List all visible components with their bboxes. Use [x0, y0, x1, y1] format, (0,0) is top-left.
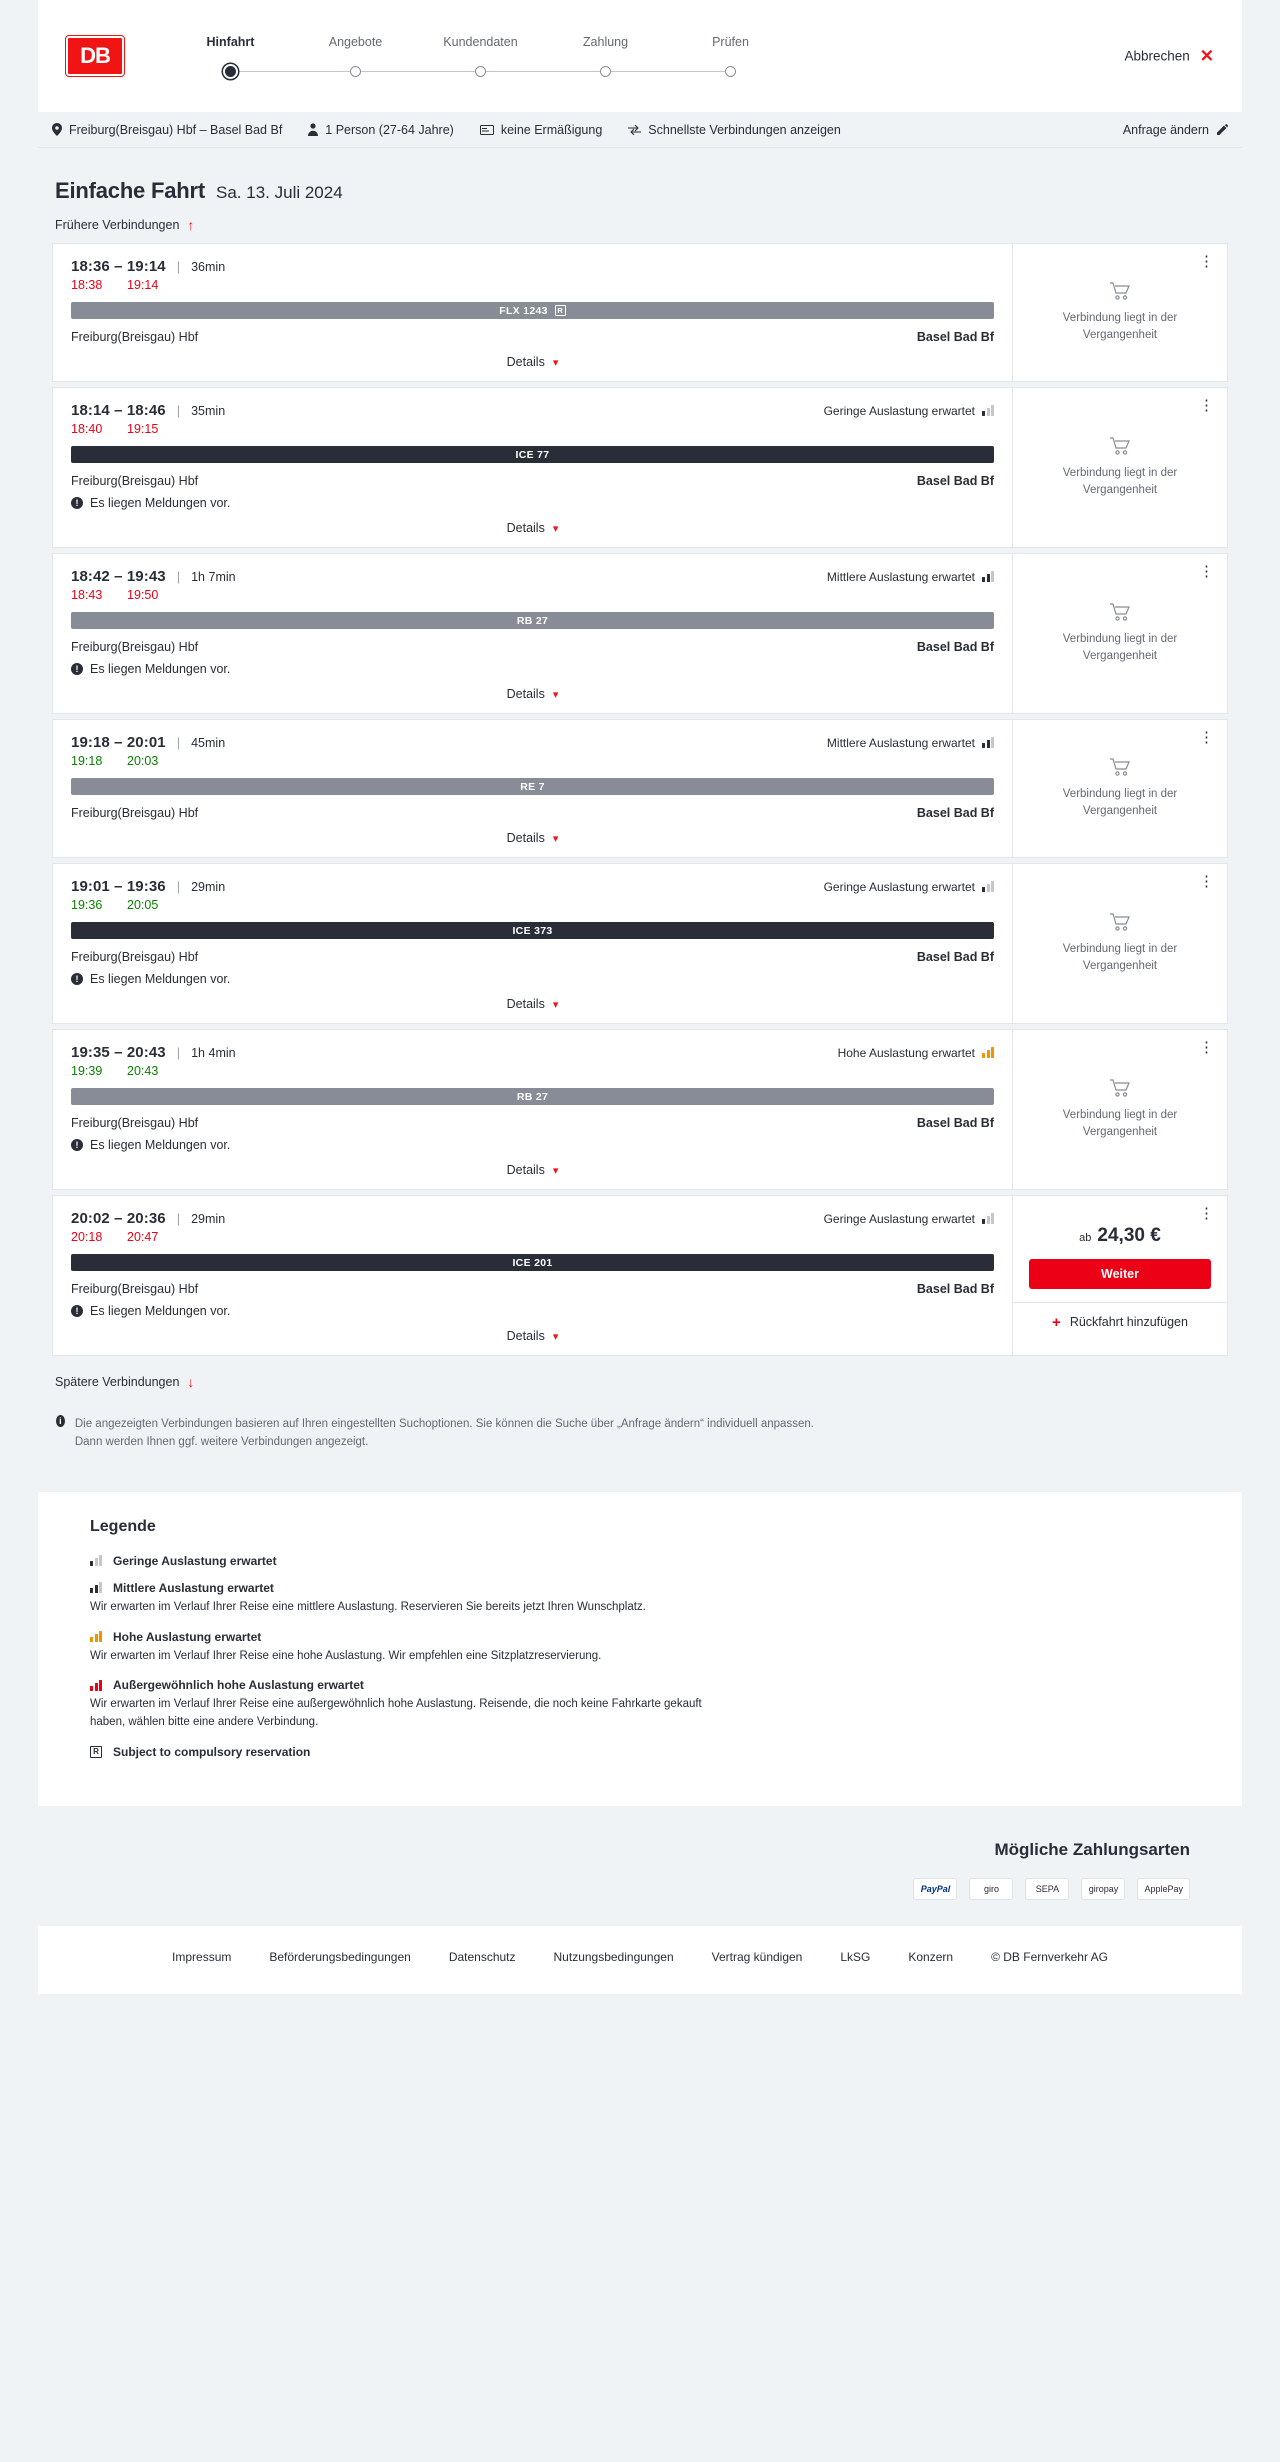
main-content [38, 148, 1242, 1492]
cart-icon-wrap [1110, 603, 1130, 624]
page-title [52, 148, 1228, 204]
payment-method-sepa: SEPA [1025, 1878, 1069, 1900]
connection-duration: 1h 7min [191, 569, 236, 584]
connection-time-range: 19:35 – 20:43 [71, 1044, 166, 1061]
sort-icon [628, 125, 641, 135]
cart-icon-wrap [1110, 437, 1130, 458]
step-pruefen[interactable] [668, 35, 793, 83]
occupancy-indicator [824, 880, 994, 894]
occupancy-icon [982, 737, 994, 748]
connection-card[interactable] [52, 1195, 1228, 1356]
past-connection-message: Verbindung liegt in der Vergangenheit [1062, 942, 1178, 972]
connection-list [52, 243, 1228, 1356]
connection-card[interactable] [52, 863, 1228, 1024]
legend-item [90, 1581, 1190, 1617]
past-connection-message: Verbindung liegt in der Vergangenheit [1062, 632, 1178, 662]
cart-icon [1110, 913, 1130, 931]
reservation-required-icon: R [90, 1746, 102, 1758]
reservation-required-icon: R [555, 305, 566, 316]
search-summary-bar [38, 112, 1242, 148]
station-from: Freiburg(Breisgau) Hbf [71, 950, 199, 964]
card-icon [480, 125, 494, 135]
connection-card[interactable] [52, 243, 1228, 382]
connection-actual-times [71, 754, 994, 768]
details-toggle[interactable] [71, 510, 994, 539]
occupancy-indicator [824, 404, 994, 418]
occupancy-indicator [838, 1046, 994, 1060]
occupancy-icon [982, 571, 994, 582]
actual-arrival: 19:14 [127, 278, 159, 292]
connection-time-range: 20:02 – 20:36 [71, 1210, 166, 1227]
details-label: Details [506, 831, 545, 845]
step-connector [356, 71, 481, 72]
connection-card[interactable] [52, 1029, 1228, 1190]
info-icon: ! [71, 1305, 83, 1317]
connection-time-row [71, 568, 994, 585]
train-name: ICE 77 [515, 448, 550, 461]
actual-departure: 18:43 [71, 588, 103, 602]
connection-stations [71, 806, 994, 820]
cancel-button[interactable] [1124, 48, 1214, 65]
footer-link: © DB Fernverkehr AG [991, 1950, 1108, 1965]
actual-departure: 19:36 [71, 898, 103, 912]
train-name: RB 27 [516, 1090, 549, 1103]
connection-notice[interactable] [71, 972, 994, 986]
connection-time-range: 19:18 – 20:01 [71, 734, 166, 751]
connection-time-range: 18:36 – 19:14 [71, 258, 166, 275]
legend-section [38, 1492, 1242, 1806]
legend-item [90, 1554, 1190, 1568]
connection-time-range: 18:42 – 19:43 [71, 568, 166, 585]
earlier-connections-label: Frühere Verbindungen [55, 218, 180, 232]
train-name: RB 27 [516, 614, 549, 627]
time-separator: | [176, 259, 181, 274]
summary-discount-label: keine Ermäßigung [500, 122, 603, 137]
time-separator: | [176, 1211, 181, 1226]
connection-duration: 45min [191, 735, 226, 750]
legend-item-label: Außergewöhnlich hohe Auslastung erwartet [113, 1678, 364, 1693]
details-toggle[interactable] [71, 344, 994, 373]
past-connection-message: Verbindung liegt in der Vergangenheit [1062, 466, 1178, 496]
chevron-down-icon: ▾ [552, 522, 559, 535]
past-connection-message: Verbindung liegt in der Vergangenheit [1062, 1108, 1178, 1138]
legend-item-head [90, 1581, 1190, 1595]
actual-arrival: 20:43 [127, 1064, 159, 1078]
legend-list [90, 1554, 1190, 1759]
earlier-connections-button[interactable] [52, 204, 1228, 243]
occupancy-icon [90, 1631, 102, 1642]
chevron-down-icon: ▾ [552, 688, 559, 701]
occupancy-icon [90, 1680, 102, 1691]
actual-arrival: 20:03 [127, 754, 159, 768]
connection-actual-times [71, 278, 994, 292]
page-title-main: Einfache Fahrt [55, 178, 206, 203]
arrow-down-icon: ↓ [187, 1374, 195, 1390]
step-connector [231, 71, 356, 72]
cart-icon [1110, 437, 1130, 455]
occupancy-indicator [824, 1212, 994, 1226]
occupancy-label: Mittlere Auslastung erwartet [826, 735, 975, 750]
summary-passengers-label: 1 Person (27-64 Jahre) [325, 122, 454, 137]
step-label: Zahlung [582, 35, 629, 49]
app-header [38, 0, 1242, 112]
actual-departure: 19:39 [71, 1064, 103, 1078]
cart-icon-wrap [1110, 758, 1130, 779]
time-separator: | [176, 735, 181, 750]
connection-duration: 36min [191, 259, 226, 274]
details-toggle[interactable] [71, 1318, 994, 1347]
cart-icon [1110, 758, 1130, 776]
connection-time-row [71, 402, 994, 419]
details-toggle[interactable] [71, 1152, 994, 1181]
legend-item [90, 1630, 1190, 1666]
step-label: Kundendaten [443, 35, 518, 49]
actual-departure: 19:18 [71, 754, 103, 768]
chevron-down-icon: ▾ [552, 356, 559, 369]
connection-card[interactable] [52, 387, 1228, 548]
connection-actual-times [71, 898, 994, 912]
location-pin-icon [52, 123, 62, 136]
info-icon: ! [71, 497, 83, 509]
connection-time-range: 19:01 – 19:36 [71, 878, 166, 895]
connection-notice-label: Es liegen Meldungen vor. [90, 1138, 231, 1152]
cart-icon-wrap [1110, 1079, 1130, 1100]
summary-route[interactable] [52, 123, 282, 137]
actual-departure: 18:38 [71, 278, 103, 292]
legend-item-head [90, 1678, 1190, 1692]
search-hint [52, 1400, 842, 1482]
details-label: Details [506, 355, 545, 369]
step-label: Angebote [328, 35, 383, 49]
past-connection-message: Verbindung liegt in der Vergangenheit [1062, 787, 1178, 817]
chevron-down-icon: ▾ [552, 1330, 559, 1343]
cart-icon [1110, 282, 1130, 300]
occupancy-indicator [827, 570, 994, 584]
summary-sorting[interactable] [628, 123, 841, 137]
step-dot-icon [350, 66, 361, 77]
add-return-trip-label: Rückfahrt hinzufügen [1069, 1315, 1188, 1329]
connection-duration: 1h 4min [191, 1045, 236, 1060]
train-segment-bar[interactable] [71, 612, 994, 629]
legend-item-label: Subject to compulsory reservation [113, 1745, 311, 1760]
person-icon [308, 123, 318, 136]
bottom-spacer [0, 1994, 1280, 2024]
time-separator: | [176, 1045, 181, 1060]
step-dot-icon [225, 66, 236, 77]
step-dot-icon [600, 66, 611, 77]
step-hinfahrt[interactable] [168, 35, 293, 83]
connection-action-panel [1012, 554, 1227, 713]
legend-item-head [90, 1745, 1190, 1759]
step-dot-icon [475, 66, 486, 77]
train-name: FLX 1243 [499, 304, 548, 317]
info-icon: ! [71, 1139, 83, 1151]
chevron-down-icon: ▾ [552, 998, 559, 1011]
connection-stations [71, 950, 994, 964]
later-connections-button[interactable] [52, 1361, 1228, 1400]
legend-item-label: Hohe Auslastung erwartet [113, 1629, 262, 1644]
step-dot-icon [725, 66, 736, 77]
more-options-icon[interactable]: ⋮ [1199, 873, 1215, 890]
cart-icon [1110, 1079, 1130, 1097]
station-to: Basel Bad Bf [916, 1116, 994, 1130]
connection-actual-times [71, 1064, 994, 1078]
station-to: Basel Bad Bf [916, 950, 994, 964]
db-logo[interactable]: DB [66, 36, 124, 76]
actual-arrival: 20:47 [127, 1230, 159, 1244]
legend-item-head [90, 1554, 1190, 1568]
occupancy-label: Mittlere Auslastung erwartet [826, 569, 975, 584]
connection-time-row [71, 878, 994, 895]
step-zahlung[interactable] [543, 35, 668, 83]
search-hint-text: Die angezeigten Verbindungen basieren auf Ihren eingestellten Suchoptionen. Sie können die Suche über „Anfrage ändern“ individuell anpassen. Dann werden Ihnen ggf. weitere Verbindungen angezeigt. [74, 1418, 814, 1449]
payment-method-paypal: PayPal [913, 1878, 957, 1900]
cancel-label: Abbrechen [1124, 48, 1190, 64]
info-icon: ! [71, 973, 83, 985]
occupancy-icon [982, 405, 994, 416]
step-label: Prüfen [712, 35, 749, 49]
legend-title: Legende [90, 1517, 156, 1535]
connection-time-row [71, 258, 994, 275]
details-toggle[interactable] [71, 986, 994, 1015]
train-segment-bar[interactable] [71, 446, 994, 463]
checkout-stepper [168, 29, 793, 83]
more-options-icon[interactable]: ⋮ [1199, 1039, 1215, 1056]
price-prefix: ab [1079, 1231, 1092, 1244]
summary-passengers[interactable] [308, 123, 454, 137]
page-title-date: Sa. 13. Juli 2024 [216, 183, 343, 202]
summary-route-label: Freiburg(Breisgau) Hbf – Basel Bad Bf [69, 122, 283, 137]
add-return-trip-button[interactable] [1013, 1302, 1227, 1341]
occupancy-icon [982, 881, 994, 892]
connection-notice-label: Es liegen Meldungen vor. [90, 1304, 231, 1318]
more-options-icon[interactable]: ⋮ [1199, 563, 1215, 580]
train-name: ICE 373 [512, 924, 553, 937]
station-from: Freiburg(Breisgau) Hbf [71, 330, 199, 344]
occupancy-label: Geringe Auslastung erwartet [823, 1211, 975, 1226]
payment-method-giro: giro [969, 1878, 1013, 1900]
station-from: Freiburg(Breisgau) Hbf [71, 640, 199, 654]
connection-card[interactable] [52, 719, 1228, 858]
chevron-down-icon: ▾ [552, 832, 559, 845]
occupancy-icon [90, 1582, 102, 1593]
connection-notice-label: Es liegen Meldungen vor. [90, 662, 231, 676]
details-toggle[interactable] [71, 820, 994, 849]
station-from: Freiburg(Breisgau) Hbf [71, 806, 199, 820]
edit-search-button[interactable] [1123, 123, 1228, 137]
cart-icon-wrap [1110, 913, 1130, 934]
legend-item [90, 1745, 1190, 1759]
actual-arrival: 19:50 [127, 588, 159, 602]
summary-discount[interactable] [480, 123, 602, 137]
price-value: 24,30 € [1097, 1224, 1161, 1246]
footer-link[interactable]: Vertrag kündigen [711, 1950, 803, 1965]
occupancy-icon [982, 1213, 994, 1224]
connection-actual-times [71, 1230, 994, 1244]
actual-departure: 18:40 [71, 422, 103, 436]
later-connections-label: Spätere Verbindungen [55, 1375, 180, 1389]
step-angebote[interactable] [293, 35, 418, 83]
cart-icon [1110, 603, 1130, 621]
past-connection-message: Verbindung liegt in der Vergangenheit [1062, 311, 1178, 341]
legend-item [90, 1678, 1190, 1732]
more-options-icon[interactable]: ⋮ [1199, 253, 1215, 270]
actual-departure: 20:18 [71, 1230, 103, 1244]
step-connector [606, 71, 731, 72]
station-from: Freiburg(Breisgau) Hbf [71, 474, 199, 488]
connection-notice[interactable] [71, 662, 994, 676]
time-separator: | [176, 569, 181, 584]
actual-arrival: 20:05 [127, 898, 159, 912]
connection-duration: 35min [191, 403, 226, 418]
connection-stations [71, 1282, 994, 1296]
time-separator: | [176, 403, 181, 418]
connection-details [53, 1030, 1012, 1189]
connection-duration: 29min [191, 1211, 226, 1226]
legend-item-description: Wir erwarten im Verlauf Ihrer Reise eine mittlere Auslastung. Reservieren Sie bereits jetzt Ihren Wunschplatz. [90, 1600, 646, 1613]
more-options-icon[interactable]: ⋮ [1199, 729, 1215, 746]
legend-item-description: Wir erwarten im Verlauf Ihrer Reise eine außergewöhnlich hohe Auslastung. Reisende, die noch keine Fahrkarte gekauft haben, wählen bitte eine andere Verbindung. [90, 1698, 702, 1729]
details-toggle[interactable] [71, 676, 994, 705]
train-segment-bar[interactable] [71, 1088, 994, 1105]
train-segment-bar[interactable] [71, 922, 994, 939]
more-options-icon[interactable]: ⋮ [1199, 397, 1215, 414]
train-name: ICE 201 [512, 1256, 553, 1269]
cart-icon-wrap [1110, 282, 1130, 303]
station-to: Basel Bad Bf [916, 1282, 994, 1296]
occupancy-label: Hohe Auslastung erwartet [837, 1045, 975, 1060]
station-from: Freiburg(Breisgau) Hbf [71, 1282, 199, 1296]
station-from: Freiburg(Breisgau) Hbf [71, 1116, 199, 1130]
info-icon: ! [71, 663, 83, 675]
footer [38, 1926, 1242, 1994]
info-icon: i [56, 1415, 65, 1427]
details-label: Details [506, 687, 545, 701]
connection-time-range: 18:14 – 18:46 [71, 402, 166, 419]
connection-details [53, 244, 1012, 381]
payment-method-giropay: giropay [1081, 1878, 1125, 1900]
connection-action-panel [1012, 244, 1227, 381]
connection-action-panel [1012, 1030, 1227, 1189]
details-label: Details [506, 1163, 545, 1177]
train-segment-bar[interactable] [71, 302, 994, 319]
legend-item-label: Geringe Auslastung erwartet [113, 1553, 277, 1568]
train-segment-bar[interactable] [71, 778, 994, 795]
pencil-icon [1217, 124, 1228, 135]
connection-details [53, 388, 1012, 547]
occupancy-label: Geringe Auslastung erwartet [823, 879, 975, 894]
step-label: Hinfahrt [206, 35, 255, 49]
close-icon: ✕ [1199, 46, 1214, 66]
station-to: Basel Bad Bf [916, 806, 994, 820]
connection-details [53, 1196, 1012, 1355]
connection-action-panel [1012, 720, 1227, 857]
details-label: Details [506, 997, 545, 1011]
edit-search-label: Anfrage ändern [1122, 122, 1209, 137]
legend-item-description: Wir erwarten im Verlauf Ihrer Reise eine hohe Auslastung. Wir empfehlen eine Sitzplatzreservierung. [90, 1649, 602, 1662]
station-to: Basel Bad Bf [916, 640, 994, 654]
connection-notice-label: Es liegen Meldungen vor. [90, 496, 231, 510]
more-options-icon[interactable]: ⋮ [1199, 1205, 1215, 1222]
connection-details [53, 554, 1012, 713]
footer-link[interactable]: Impressum [172, 1950, 232, 1965]
payment-icon-row [913, 1878, 1190, 1900]
occupancy-label: Geringe Auslastung erwartet [823, 403, 975, 418]
summary-sorting-label: Schnellste Verbindungen anzeigen [648, 122, 841, 137]
details-label: Details [506, 1329, 545, 1343]
connection-duration: 29min [191, 879, 226, 894]
legend-item-head [90, 1630, 1190, 1644]
connection-stations [71, 330, 994, 344]
actual-arrival: 19:15 [127, 422, 159, 436]
connection-actual-times [71, 422, 994, 436]
payment-methods-title: Mögliche Zahlungsarten [994, 1840, 1190, 1860]
connection-time-row [71, 734, 994, 751]
connection-stations [71, 640, 994, 654]
chevron-down-icon: ▾ [552, 1164, 559, 1177]
connection-notice[interactable] [71, 1138, 994, 1152]
plus-icon: + [1052, 1313, 1061, 1331]
connection-notice-label: Es liegen Meldungen vor. [90, 972, 231, 986]
connection-actual-times [71, 588, 994, 602]
connection-card[interactable] [52, 553, 1228, 714]
footer-link[interactable]: LkSG [840, 1950, 871, 1965]
connection-notice[interactable] [71, 496, 994, 510]
connection-action-panel [1012, 864, 1227, 1023]
connection-action-panel [1012, 388, 1227, 547]
details-label: Details [506, 521, 545, 535]
footer-link[interactable]: Datenschutz [448, 1950, 516, 1965]
payment-method-applepay: ApplePay [1137, 1878, 1190, 1900]
station-to: Basel Bad Bf [916, 474, 994, 488]
connection-time-row [71, 1044, 994, 1061]
train-segment-bar[interactable] [71, 1254, 994, 1271]
step-kundendaten[interactable] [418, 35, 543, 83]
payment-methods-section [38, 1806, 1242, 1926]
footer-link[interactable]: Beförderungsbedingungen [269, 1950, 411, 1965]
connection-details [53, 720, 1012, 857]
occupancy-icon [982, 1047, 994, 1058]
connection-action-panel [1012, 1196, 1227, 1355]
connection-time-row [71, 1210, 994, 1227]
legend-item-label: Mittlere Auslastung erwartet [113, 1580, 274, 1595]
price-line [1079, 1225, 1161, 1247]
occupancy-indicator [827, 736, 994, 750]
occupancy-icon [90, 1555, 102, 1566]
time-separator: | [176, 879, 181, 894]
train-name: RE 7 [520, 780, 545, 793]
footer-link[interactable]: Konzern [908, 1950, 954, 1965]
connection-stations [71, 1116, 994, 1130]
arrow-up-icon: ↑ [187, 217, 195, 233]
connection-stations [71, 474, 994, 488]
footer-link[interactable]: Nutzungsbedingungen [553, 1950, 674, 1965]
step-connector [481, 71, 606, 72]
continue-button[interactable]: Weiter [1029, 1259, 1211, 1289]
station-to: Basel Bad Bf [916, 330, 994, 344]
connection-notice[interactable] [71, 1304, 994, 1318]
connection-details [53, 864, 1012, 1023]
